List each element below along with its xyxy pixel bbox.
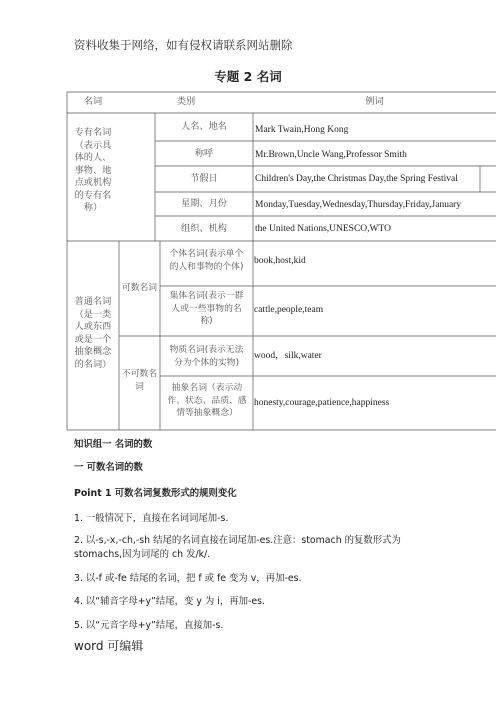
rule-line: 3. 以-f 或-fe 结尾的名词，把 f 或 fe 变为 v，再加-es. xyxy=(74,573,302,584)
header-category: 类别 xyxy=(176,96,196,107)
footer-note: word 可编辑 xyxy=(74,639,144,653)
common-row-category: 个体名词(表示单个 的人和事物的个体) xyxy=(169,249,244,272)
section-heading-countable: 一 可数名词的数 xyxy=(74,462,143,473)
common-row-example: book,host,kid xyxy=(254,256,306,266)
point-heading: Point 1 可数名词复数形式的规则变化 xyxy=(74,488,237,499)
proper-noun-label: 专有名词 （表示具 体的人、 事物、地 点或机构 的专有名 称） xyxy=(74,127,112,213)
proper-row-category: 称呼 xyxy=(194,148,214,159)
proper-row-category: 组织、机构 xyxy=(181,223,227,234)
common-row-example: wood，silk,water xyxy=(254,351,322,361)
common-row-category: 集体名词(表示一群 人或一些事物的名 称) xyxy=(169,291,244,326)
proper-row-example: Children's Day,the Christmas Day,the Spring Festival xyxy=(255,174,458,184)
rule-line: 4. 以“辅音字母+y”结尾，变 y 为 i，再加-es. xyxy=(74,596,266,607)
rule-line: 5. 以“元音字母+y”结尾，直接加-s. xyxy=(74,620,224,631)
rule-line: 1. 一般情况下，直接在名词词尾加-s. xyxy=(74,513,229,524)
common-row-category: 物质名词(表示无法 分为个体的实物) xyxy=(169,345,244,368)
common-noun-label: 普通名词 （是一类 人或东西 或是一个 抽象概念 的名词） xyxy=(74,296,112,370)
section-heading-noun-number: 知识组一 名词的数 xyxy=(74,439,153,450)
common-row-example: honesty,courage,patience,happiness xyxy=(254,398,390,408)
proper-row-example: Mark Twain,Hong Kong xyxy=(255,125,349,135)
header-noun: 名词 xyxy=(83,96,103,107)
header-note: 资料收集于网络，如有侵权请联系网站删除 xyxy=(74,38,293,52)
proper-row-category: 人名、地名 xyxy=(181,121,227,132)
proper-row-category: 星期、月份 xyxy=(181,198,227,209)
page-title: 专题 2 名词 xyxy=(214,69,282,84)
header-example: 例词 xyxy=(365,96,384,107)
proper-row-example: Mr.Brown,Uncle Wang,Professor Smith xyxy=(255,150,407,160)
countable-noun-label: 可数名词 xyxy=(121,283,158,293)
rule-line: 2. 以-s,-x,-ch,-sh 结尾的名词直接在词尾加-es.注意：stomach 的复数形式为 xyxy=(74,535,401,546)
common-row-example: cattle,people,team xyxy=(254,305,324,315)
proper-row-example: Monday,Tuesday,Wednesday,Thursday,Friday,January xyxy=(255,200,462,210)
uncountable-noun-label: 不可数名 词 xyxy=(121,369,158,392)
rule-line: stomachs,因为词尾的 ch 发/k/. xyxy=(74,549,211,560)
proper-row-category: 节假日 xyxy=(190,173,218,184)
common-row-category: 抽象名词（表示动 作、状态、品质、感 情等抽象概念） xyxy=(167,383,247,418)
proper-row-example: the United Nations,UNESCO,WTO xyxy=(255,224,391,234)
